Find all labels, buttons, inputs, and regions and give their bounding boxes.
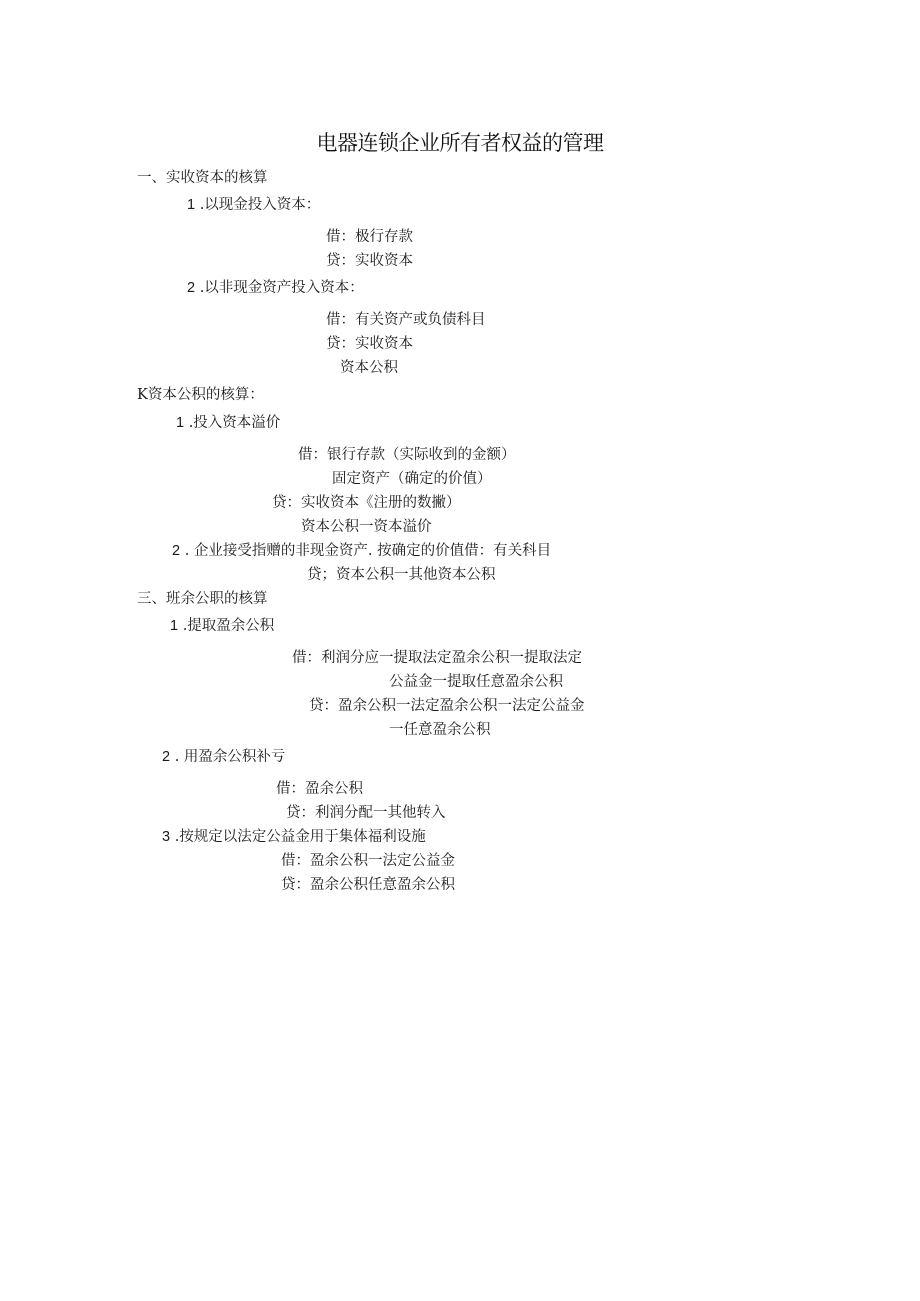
entry-credit-continued: 一任意盈余公积 [389, 722, 491, 738]
item-number: 1 [187, 197, 196, 213]
item-text: .投入资本溢价 [188, 415, 281, 431]
item-noncash-investment [187, 279, 364, 297]
entry-debit: 借：盈余公积一法定公益金 [281, 853, 455, 869]
section-heading-capital-reserve: K资本公积的核算： [137, 387, 264, 403]
item-text: .按规定以法定公益金用于集体福利设施 [174, 829, 426, 845]
item-number: 2 [162, 749, 171, 765]
section-heading-surplus-reserve: 三、班余公职的核算 [137, 591, 268, 607]
item-number: 3 [162, 829, 171, 845]
entry-debit: 借：盈余公积 [276, 781, 363, 797]
item-number: 2 [172, 543, 181, 559]
item-donation [172, 542, 551, 560]
item-text: .提取盈余公积 [182, 618, 275, 634]
item-text: .以非现金资产投入资本： [199, 280, 364, 296]
entry-debit-continued: 固定资产（确定的价值） [332, 471, 492, 487]
document-title: 电器连锁企业所有者权益的管理 [316, 131, 604, 155]
item-number: 1 [176, 415, 185, 431]
entry-debit: 借：有关资产或负债科目 [326, 312, 486, 328]
entry-credit-continued: 资本公积 [340, 360, 398, 376]
entry-debit: 借：极行存款 [326, 229, 413, 245]
item-text: .以现金投入资本： [199, 197, 321, 213]
item-number: 1 [170, 618, 179, 634]
entry-debit-continued: 公益金一提取任意盈余公积 [389, 674, 563, 690]
entry-credit: 贷：实收资本 [326, 253, 413, 269]
entry-debit: 借：利润分应一提取法定盈余公积一提取法定 [292, 650, 582, 666]
entry-credit: 贷：盈余公积一法定盈余公积一法定公益金 [309, 698, 585, 714]
entry-credit: 贷：实收资本《注册的数撇） [272, 495, 461, 511]
entry-debit: 借：银行存款（实际收到的金额） [298, 447, 516, 463]
entry-credit: 贷；资本公积一其他资本公积 [307, 567, 496, 583]
item-cash-investment [187, 196, 320, 214]
item-text: . 用盈余公积补亏 [174, 749, 286, 765]
entry-credit: 贷：实收资本 [326, 336, 413, 352]
section-heading-capital: 一、实收资本的核算 [137, 170, 268, 186]
item-welfare-facilities [162, 828, 426, 846]
entry-credit: 贷：利润分配一其他转入 [286, 805, 446, 821]
item-text: . 企业接受指赠的非现金资产. 按确定的价值借：有关科目 [184, 543, 552, 559]
item-number: 2 [187, 280, 196, 296]
item-withdraw-surplus [170, 617, 274, 635]
item-capital-premium [176, 414, 280, 432]
entry-credit-continued: 资本公积一资本溢价 [301, 519, 432, 535]
entry-credit: 贷：盈余公积任意盈余公积 [281, 877, 455, 893]
item-cover-loss [162, 748, 285, 766]
